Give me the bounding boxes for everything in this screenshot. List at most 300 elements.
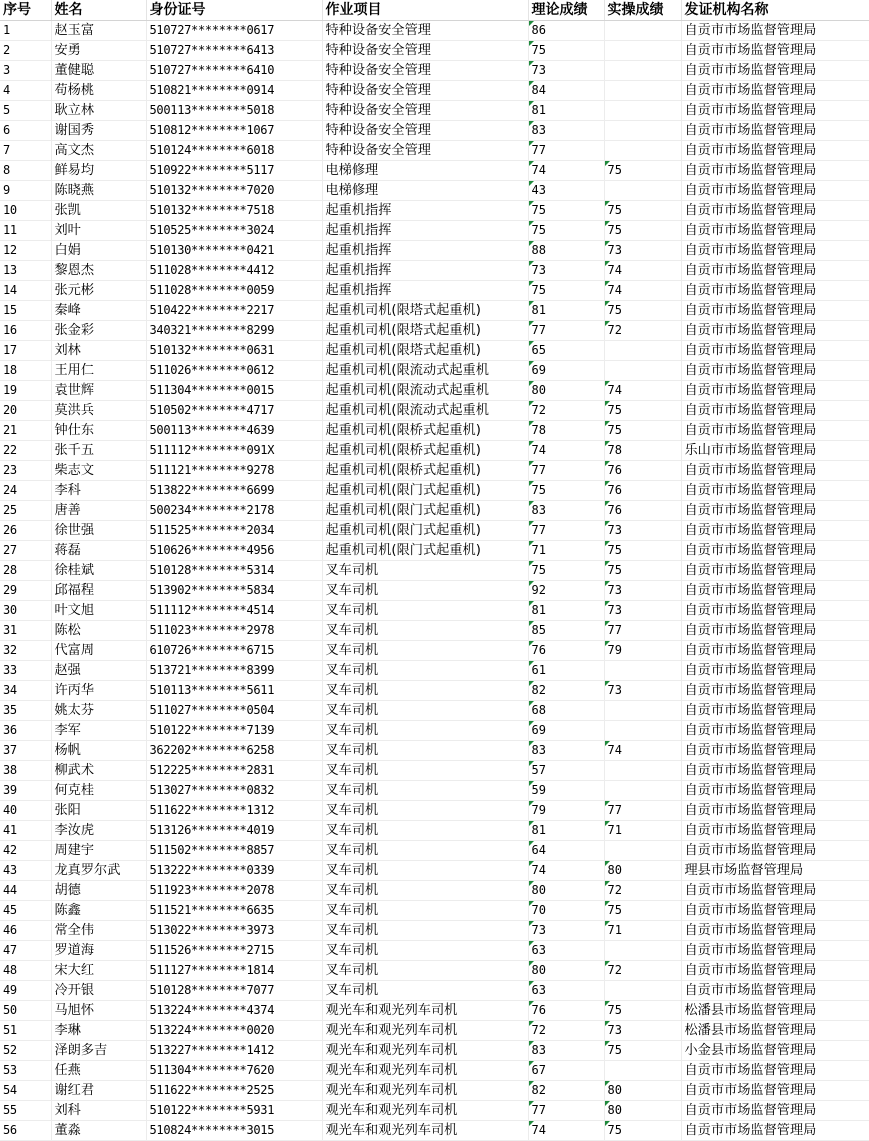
theory-score-cell[interactable]: 83 xyxy=(528,501,604,521)
theory-score-cell[interactable]: 80 xyxy=(528,381,604,401)
work-item-cell[interactable]: 起重机指挥 xyxy=(322,221,528,241)
id-number-cell[interactable]: 510132********0631 xyxy=(146,341,322,361)
issuing-authority-cell[interactable]: 自贡市市场监督管理局 xyxy=(681,801,869,821)
header-cell-name[interactable]: 姓名 xyxy=(51,0,146,21)
row-index-cell[interactable]: 3 xyxy=(0,61,51,81)
id-number-cell[interactable]: 513822********6699 xyxy=(146,481,322,501)
row-index-cell[interactable]: 34 xyxy=(0,681,51,701)
work-item-cell[interactable]: 特种设备安全管理 xyxy=(322,141,528,161)
id-number-cell[interactable]: 510130********0421 xyxy=(146,241,322,261)
theory-score-cell[interactable]: 69 xyxy=(528,721,604,741)
practical-score-cell[interactable] xyxy=(604,101,681,121)
issuing-authority-cell[interactable]: 自贡市市场监督管理局 xyxy=(681,1121,869,1141)
name-cell[interactable]: 陈晓燕 xyxy=(51,181,146,201)
row-index-cell[interactable]: 7 xyxy=(0,141,51,161)
name-cell[interactable]: 徐桂斌 xyxy=(51,561,146,581)
row-index-cell[interactable]: 29 xyxy=(0,581,51,601)
header-cell-theory-score[interactable]: 理论成绩 xyxy=(528,0,604,21)
id-number-cell[interactable]: 510824********3015 xyxy=(146,1121,322,1141)
row-index-cell[interactable]: 38 xyxy=(0,761,51,781)
id-number-cell[interactable]: 511112********091X xyxy=(146,441,322,461)
id-number-cell[interactable]: 513027********0832 xyxy=(146,781,322,801)
row-index-cell[interactable]: 48 xyxy=(0,961,51,981)
name-cell[interactable]: 董淼 xyxy=(51,1121,146,1141)
row-index-cell[interactable]: 43 xyxy=(0,861,51,881)
name-cell[interactable]: 刘林 xyxy=(51,341,146,361)
issuing-authority-cell[interactable]: 自贡市市场监督管理局 xyxy=(681,841,869,861)
practical-score-cell[interactable]: 72 xyxy=(604,961,681,981)
work-item-cell[interactable]: 观光车和观光列车司机 xyxy=(322,1021,528,1041)
id-number-cell[interactable]: 340321********8299 xyxy=(146,321,322,341)
id-number-cell[interactable]: 511127********1814 xyxy=(146,961,322,981)
id-number-cell[interactable]: 510626********4956 xyxy=(146,541,322,561)
practical-score-cell[interactable] xyxy=(604,121,681,141)
practical-score-cell[interactable]: 75 xyxy=(604,1001,681,1021)
id-number-cell[interactable]: 513721********8399 xyxy=(146,661,322,681)
name-cell[interactable]: 李军 xyxy=(51,721,146,741)
id-number-cell[interactable]: 510727********6410 xyxy=(146,61,322,81)
id-number-cell[interactable]: 510132********7518 xyxy=(146,201,322,221)
name-cell[interactable]: 杨帆 xyxy=(51,741,146,761)
row-index-cell[interactable]: 1 xyxy=(0,21,51,41)
row-index-cell[interactable]: 19 xyxy=(0,381,51,401)
name-cell[interactable]: 蒋磊 xyxy=(51,541,146,561)
practical-score-cell[interactable]: 74 xyxy=(604,741,681,761)
work-item-cell[interactable]: 叉车司机 xyxy=(322,601,528,621)
issuing-authority-cell[interactable]: 自贡市市场监督管理局 xyxy=(681,401,869,421)
name-cell[interactable]: 谢国秀 xyxy=(51,121,146,141)
header-cell-index[interactable]: 序号 xyxy=(0,0,51,21)
practical-score-cell[interactable]: 75 xyxy=(604,161,681,181)
theory-score-cell[interactable]: 74 xyxy=(528,161,604,181)
theory-score-cell[interactable]: 78 xyxy=(528,421,604,441)
id-number-cell[interactable]: 511521********6635 xyxy=(146,901,322,921)
theory-score-cell[interactable]: 67 xyxy=(528,1061,604,1081)
issuing-authority-cell[interactable]: 自贡市市场监督管理局 xyxy=(681,1101,869,1121)
issuing-authority-cell[interactable]: 自贡市市场监督管理局 xyxy=(681,721,869,741)
practical-score-cell[interactable]: 80 xyxy=(604,861,681,881)
work-item-cell[interactable]: 叉车司机 xyxy=(322,801,528,821)
id-number-cell[interactable]: 513022********3973 xyxy=(146,921,322,941)
practical-score-cell[interactable] xyxy=(604,61,681,81)
header-cell-practical-score[interactable]: 实操成绩 xyxy=(604,0,681,21)
issuing-authority-cell[interactable]: 乐山市市场监督管理局 xyxy=(681,441,869,461)
name-cell[interactable]: 唐善 xyxy=(51,501,146,521)
row-index-cell[interactable]: 17 xyxy=(0,341,51,361)
practical-score-cell[interactable]: 73 xyxy=(604,681,681,701)
row-index-cell[interactable]: 8 xyxy=(0,161,51,181)
name-cell[interactable]: 宋大红 xyxy=(51,961,146,981)
theory-score-cell[interactable]: 71 xyxy=(528,541,604,561)
work-item-cell[interactable]: 叉车司机 xyxy=(322,741,528,761)
header-cell-issuing-authority[interactable]: 发证机构名称 xyxy=(681,0,869,21)
practical-score-cell[interactable]: 80 xyxy=(604,1101,681,1121)
header-cell-id-number[interactable]: 身份证号 xyxy=(146,0,322,21)
id-number-cell[interactable]: 510525********3024 xyxy=(146,221,322,241)
theory-score-cell[interactable]: 75 xyxy=(528,41,604,61)
row-index-cell[interactable]: 47 xyxy=(0,941,51,961)
name-cell[interactable]: 鲜易均 xyxy=(51,161,146,181)
work-item-cell[interactable]: 起重机司机(限门式起重机) xyxy=(322,521,528,541)
practical-score-cell[interactable] xyxy=(604,341,681,361)
id-number-cell[interactable]: 500113********5018 xyxy=(146,101,322,121)
work-item-cell[interactable]: 起重机司机(限流动式起重机 xyxy=(322,361,528,381)
work-item-cell[interactable]: 观光车和观光列车司机 xyxy=(322,1061,528,1081)
row-index-cell[interactable]: 45 xyxy=(0,901,51,921)
name-cell[interactable]: 董健聪 xyxy=(51,61,146,81)
practical-score-cell[interactable]: 73 xyxy=(604,241,681,261)
work-item-cell[interactable]: 电梯修理 xyxy=(322,181,528,201)
practical-score-cell[interactable]: 79 xyxy=(604,641,681,661)
row-index-cell[interactable]: 42 xyxy=(0,841,51,861)
work-item-cell[interactable]: 特种设备安全管理 xyxy=(322,61,528,81)
work-item-cell[interactable]: 叉车司机 xyxy=(322,681,528,701)
practical-score-cell[interactable]: 75 xyxy=(604,221,681,241)
practical-score-cell[interactable]: 75 xyxy=(604,1041,681,1061)
issuing-authority-cell[interactable]: 自贡市市场监督管理局 xyxy=(681,661,869,681)
practical-score-cell[interactable] xyxy=(604,361,681,381)
practical-score-cell[interactable]: 75 xyxy=(604,421,681,441)
practical-score-cell[interactable] xyxy=(604,81,681,101)
work-item-cell[interactable]: 叉车司机 xyxy=(322,881,528,901)
practical-score-cell[interactable] xyxy=(604,721,681,741)
row-index-cell[interactable]: 20 xyxy=(0,401,51,421)
issuing-authority-cell[interactable]: 自贡市市场监督管理局 xyxy=(681,641,869,661)
id-number-cell[interactable]: 513902********5834 xyxy=(146,581,322,601)
name-cell[interactable]: 冷开银 xyxy=(51,981,146,1001)
issuing-authority-cell[interactable]: 自贡市市场监督管理局 xyxy=(681,681,869,701)
issuing-authority-cell[interactable]: 自贡市市场监督管理局 xyxy=(681,521,869,541)
row-index-cell[interactable]: 27 xyxy=(0,541,51,561)
name-cell[interactable]: 许丙华 xyxy=(51,681,146,701)
theory-score-cell[interactable]: 72 xyxy=(528,1021,604,1041)
theory-score-cell[interactable]: 73 xyxy=(528,61,604,81)
row-index-cell[interactable]: 4 xyxy=(0,81,51,101)
id-number-cell[interactable]: 511304********0015 xyxy=(146,381,322,401)
work-item-cell[interactable]: 起重机司机(限流动式起重机 xyxy=(322,401,528,421)
name-cell[interactable]: 马旭怀 xyxy=(51,1001,146,1021)
row-index-cell[interactable]: 37 xyxy=(0,741,51,761)
id-number-cell[interactable]: 511023********2978 xyxy=(146,621,322,641)
row-index-cell[interactable]: 49 xyxy=(0,981,51,1001)
issuing-authority-cell[interactable]: 自贡市市场监督管理局 xyxy=(681,901,869,921)
name-cell[interactable]: 常全伟 xyxy=(51,921,146,941)
name-cell[interactable]: 龙真罗尔武 xyxy=(51,861,146,881)
name-cell[interactable]: 邱福程 xyxy=(51,581,146,601)
work-item-cell[interactable]: 观光车和观光列车司机 xyxy=(322,1041,528,1061)
id-number-cell[interactable]: 513224********4374 xyxy=(146,1001,322,1021)
row-index-cell[interactable]: 56 xyxy=(0,1121,51,1141)
name-cell[interactable]: 苟杨桃 xyxy=(51,81,146,101)
work-item-cell[interactable]: 起重机指挥 xyxy=(322,281,528,301)
work-item-cell[interactable]: 起重机司机(限门式起重机) xyxy=(322,501,528,521)
name-cell[interactable]: 何克桂 xyxy=(51,781,146,801)
work-item-cell[interactable]: 起重机司机(限塔式起重机) xyxy=(322,341,528,361)
issuing-authority-cell[interactable]: 自贡市市场监督管理局 xyxy=(681,461,869,481)
practical-score-cell[interactable]: 75 xyxy=(604,901,681,921)
theory-score-cell[interactable]: 70 xyxy=(528,901,604,921)
row-index-cell[interactable]: 51 xyxy=(0,1021,51,1041)
work-item-cell[interactable]: 特种设备安全管理 xyxy=(322,101,528,121)
row-index-cell[interactable]: 22 xyxy=(0,441,51,461)
practical-score-cell[interactable]: 80 xyxy=(604,1081,681,1101)
row-index-cell[interactable]: 10 xyxy=(0,201,51,221)
work-item-cell[interactable]: 起重机司机(限桥式起重机) xyxy=(322,421,528,441)
theory-score-cell[interactable]: 74 xyxy=(528,441,604,461)
issuing-authority-cell[interactable]: 自贡市市场监督管理局 xyxy=(681,181,869,201)
theory-score-cell[interactable]: 75 xyxy=(528,561,604,581)
work-item-cell[interactable]: 叉车司机 xyxy=(322,841,528,861)
row-index-cell[interactable]: 33 xyxy=(0,661,51,681)
work-item-cell[interactable]: 特种设备安全管理 xyxy=(322,121,528,141)
work-item-cell[interactable]: 起重机司机(限塔式起重机) xyxy=(322,301,528,321)
work-item-cell[interactable]: 观光车和观光列车司机 xyxy=(322,1121,528,1141)
issuing-authority-cell[interactable]: 自贡市市场监督管理局 xyxy=(681,241,869,261)
practical-score-cell[interactable]: 72 xyxy=(604,321,681,341)
name-cell[interactable]: 周建宇 xyxy=(51,841,146,861)
id-number-cell[interactable]: 500234********2178 xyxy=(146,501,322,521)
practical-score-cell[interactable] xyxy=(604,761,681,781)
id-number-cell[interactable]: 511502********8857 xyxy=(146,841,322,861)
row-index-cell[interactable]: 11 xyxy=(0,221,51,241)
practical-score-cell[interactable]: 73 xyxy=(604,521,681,541)
practical-score-cell[interactable]: 73 xyxy=(604,601,681,621)
issuing-authority-cell[interactable]: 自贡市市场监督管理局 xyxy=(681,581,869,601)
issuing-authority-cell[interactable]: 自贡市市场监督管理局 xyxy=(681,121,869,141)
theory-score-cell[interactable]: 92 xyxy=(528,581,604,601)
practical-score-cell[interactable] xyxy=(604,981,681,1001)
practical-score-cell[interactable]: 71 xyxy=(604,921,681,941)
theory-score-cell[interactable]: 80 xyxy=(528,881,604,901)
practical-score-cell[interactable]: 73 xyxy=(604,1021,681,1041)
practical-score-cell[interactable]: 74 xyxy=(604,261,681,281)
issuing-authority-cell[interactable]: 自贡市市场监督管理局 xyxy=(681,481,869,501)
practical-score-cell[interactable] xyxy=(604,661,681,681)
issuing-authority-cell[interactable]: 自贡市市场监督管理局 xyxy=(681,261,869,281)
practical-score-cell[interactable]: 76 xyxy=(604,481,681,501)
row-index-cell[interactable]: 54 xyxy=(0,1081,51,1101)
practical-score-cell[interactable]: 73 xyxy=(604,581,681,601)
work-item-cell[interactable]: 叉车司机 xyxy=(322,781,528,801)
id-number-cell[interactable]: 510113********5611 xyxy=(146,681,322,701)
work-item-cell[interactable]: 观光车和观光列车司机 xyxy=(322,1081,528,1101)
id-number-cell[interactable]: 510122********5931 xyxy=(146,1101,322,1121)
work-item-cell[interactable]: 叉车司机 xyxy=(322,821,528,841)
name-cell[interactable]: 叶文旭 xyxy=(51,601,146,621)
row-index-cell[interactable]: 36 xyxy=(0,721,51,741)
theory-score-cell[interactable]: 77 xyxy=(528,461,604,481)
row-index-cell[interactable]: 44 xyxy=(0,881,51,901)
row-index-cell[interactable]: 6 xyxy=(0,121,51,141)
row-index-cell[interactable]: 13 xyxy=(0,261,51,281)
work-item-cell[interactable]: 叉车司机 xyxy=(322,921,528,941)
theory-score-cell[interactable]: 80 xyxy=(528,961,604,981)
id-number-cell[interactable]: 513227********1412 xyxy=(146,1041,322,1061)
practical-score-cell[interactable] xyxy=(604,141,681,161)
work-item-cell[interactable]: 叉车司机 xyxy=(322,981,528,1001)
theory-score-cell[interactable]: 81 xyxy=(528,601,604,621)
id-number-cell[interactable]: 511028********0059 xyxy=(146,281,322,301)
issuing-authority-cell[interactable]: 自贡市市场监督管理局 xyxy=(681,961,869,981)
id-number-cell[interactable]: 511027********0504 xyxy=(146,701,322,721)
work-item-cell[interactable]: 特种设备安全管理 xyxy=(322,41,528,61)
name-cell[interactable]: 徐世强 xyxy=(51,521,146,541)
name-cell[interactable]: 李琳 xyxy=(51,1021,146,1041)
row-index-cell[interactable]: 46 xyxy=(0,921,51,941)
theory-score-cell[interactable]: 83 xyxy=(528,121,604,141)
row-index-cell[interactable]: 21 xyxy=(0,421,51,441)
theory-score-cell[interactable]: 63 xyxy=(528,981,604,1001)
name-cell[interactable]: 黎恩杰 xyxy=(51,261,146,281)
theory-score-cell[interactable]: 88 xyxy=(528,241,604,261)
issuing-authority-cell[interactable]: 自贡市市场监督管理局 xyxy=(681,341,869,361)
work-item-cell[interactable]: 起重机司机(限流动式起重机 xyxy=(322,381,528,401)
work-item-cell[interactable]: 特种设备安全管理 xyxy=(322,81,528,101)
row-index-cell[interactable]: 2 xyxy=(0,41,51,61)
issuing-authority-cell[interactable]: 自贡市市场监督管理局 xyxy=(681,941,869,961)
issuing-authority-cell[interactable]: 自贡市市场监督管理局 xyxy=(681,821,869,841)
issuing-authority-cell[interactable]: 自贡市市场监督管理局 xyxy=(681,201,869,221)
id-number-cell[interactable]: 511304********7620 xyxy=(146,1061,322,1081)
id-number-cell[interactable]: 513126********4019 xyxy=(146,821,322,841)
work-item-cell[interactable]: 叉车司机 xyxy=(322,641,528,661)
issuing-authority-cell[interactable]: 自贡市市场监督管理局 xyxy=(681,321,869,341)
issuing-authority-cell[interactable]: 自贡市市场监督管理局 xyxy=(681,21,869,41)
theory-score-cell[interactable]: 75 xyxy=(528,281,604,301)
issuing-authority-cell[interactable]: 自贡市市场监督管理局 xyxy=(681,501,869,521)
theory-score-cell[interactable]: 75 xyxy=(528,481,604,501)
name-cell[interactable]: 陈鑫 xyxy=(51,901,146,921)
id-number-cell[interactable]: 510727********0617 xyxy=(146,21,322,41)
row-index-cell[interactable]: 30 xyxy=(0,601,51,621)
issuing-authority-cell[interactable]: 自贡市市场监督管理局 xyxy=(681,361,869,381)
theory-score-cell[interactable]: 75 xyxy=(528,201,604,221)
practical-score-cell[interactable] xyxy=(604,841,681,861)
work-item-cell[interactable]: 特种设备安全管理 xyxy=(322,21,528,41)
work-item-cell[interactable]: 叉车司机 xyxy=(322,941,528,961)
id-number-cell[interactable]: 510132********7020 xyxy=(146,181,322,201)
theory-score-cell[interactable]: 81 xyxy=(528,301,604,321)
name-cell[interactable]: 安勇 xyxy=(51,41,146,61)
practical-score-cell[interactable]: 72 xyxy=(604,881,681,901)
theory-score-cell[interactable]: 82 xyxy=(528,1081,604,1101)
id-number-cell[interactable]: 511112********4514 xyxy=(146,601,322,621)
theory-score-cell[interactable]: 65 xyxy=(528,341,604,361)
row-index-cell[interactable]: 55 xyxy=(0,1101,51,1121)
theory-score-cell[interactable]: 74 xyxy=(528,861,604,881)
theory-score-cell[interactable]: 68 xyxy=(528,701,604,721)
practical-score-cell[interactable] xyxy=(604,181,681,201)
work-item-cell[interactable]: 叉车司机 xyxy=(322,581,528,601)
issuing-authority-cell[interactable]: 自贡市市场监督管理局 xyxy=(681,981,869,1001)
name-cell[interactable]: 张凯 xyxy=(51,201,146,221)
issuing-authority-cell[interactable]: 自贡市市场监督管理局 xyxy=(681,161,869,181)
work-item-cell[interactable]: 电梯修理 xyxy=(322,161,528,181)
theory-score-cell[interactable]: 79 xyxy=(528,801,604,821)
practical-score-cell[interactable]: 75 xyxy=(604,541,681,561)
theory-score-cell[interactable]: 77 xyxy=(528,521,604,541)
work-item-cell[interactable]: 起重机指挥 xyxy=(322,201,528,221)
practical-score-cell[interactable] xyxy=(604,21,681,41)
id-number-cell[interactable]: 362202********6258 xyxy=(146,741,322,761)
id-number-cell[interactable]: 610726********6715 xyxy=(146,641,322,661)
issuing-authority-cell[interactable]: 自贡市市场监督管理局 xyxy=(681,621,869,641)
name-cell[interactable]: 白娟 xyxy=(51,241,146,261)
issuing-authority-cell[interactable]: 松潘县市场监督管理局 xyxy=(681,1001,869,1021)
id-number-cell[interactable]: 510422********2217 xyxy=(146,301,322,321)
issuing-authority-cell[interactable]: 自贡市市场监督管理局 xyxy=(681,561,869,581)
name-cell[interactable]: 赵强 xyxy=(51,661,146,681)
name-cell[interactable]: 王用仁 xyxy=(51,361,146,381)
issuing-authority-cell[interactable]: 自贡市市场监督管理局 xyxy=(681,281,869,301)
row-index-cell[interactable]: 24 xyxy=(0,481,51,501)
theory-score-cell[interactable]: 63 xyxy=(528,941,604,961)
name-cell[interactable]: 张阳 xyxy=(51,801,146,821)
id-number-cell[interactable]: 511526********2715 xyxy=(146,941,322,961)
theory-score-cell[interactable]: 72 xyxy=(528,401,604,421)
id-number-cell[interactable]: 511026********0612 xyxy=(146,361,322,381)
id-number-cell[interactable]: 510821********0914 xyxy=(146,81,322,101)
work-item-cell[interactable]: 叉车司机 xyxy=(322,561,528,581)
header-cell-work-item[interactable]: 作业项目 xyxy=(322,0,528,21)
id-number-cell[interactable]: 513224********0020 xyxy=(146,1021,322,1041)
issuing-authority-cell[interactable]: 自贡市市场监督管理局 xyxy=(681,701,869,721)
issuing-authority-cell[interactable]: 自贡市市场监督管理局 xyxy=(681,421,869,441)
row-index-cell[interactable]: 28 xyxy=(0,561,51,581)
practical-score-cell[interactable]: 75 xyxy=(604,301,681,321)
theory-score-cell[interactable]: 69 xyxy=(528,361,604,381)
practical-score-cell[interactable]: 76 xyxy=(604,461,681,481)
id-number-cell[interactable]: 510502********4717 xyxy=(146,401,322,421)
row-index-cell[interactable]: 23 xyxy=(0,461,51,481)
name-cell[interactable]: 姚太芬 xyxy=(51,701,146,721)
theory-score-cell[interactable]: 77 xyxy=(528,1101,604,1121)
practical-score-cell[interactable]: 75 xyxy=(604,1121,681,1141)
theory-score-cell[interactable]: 86 xyxy=(528,21,604,41)
row-index-cell[interactable]: 15 xyxy=(0,301,51,321)
row-index-cell[interactable]: 14 xyxy=(0,281,51,301)
name-cell[interactable]: 任燕 xyxy=(51,1061,146,1081)
name-cell[interactable]: 谢红君 xyxy=(51,1081,146,1101)
row-index-cell[interactable]: 18 xyxy=(0,361,51,381)
id-number-cell[interactable]: 513222********0339 xyxy=(146,861,322,881)
row-index-cell[interactable]: 53 xyxy=(0,1061,51,1081)
theory-score-cell[interactable]: 77 xyxy=(528,141,604,161)
practical-score-cell[interactable] xyxy=(604,701,681,721)
work-item-cell[interactable]: 起重机司机(限门式起重机) xyxy=(322,541,528,561)
name-cell[interactable]: 李汝虎 xyxy=(51,821,146,841)
issuing-authority-cell[interactable]: 自贡市市场监督管理局 xyxy=(681,601,869,621)
row-index-cell[interactable]: 31 xyxy=(0,621,51,641)
practical-score-cell[interactable]: 76 xyxy=(604,501,681,521)
name-cell[interactable]: 钟仕东 xyxy=(51,421,146,441)
theory-score-cell[interactable]: 83 xyxy=(528,1041,604,1061)
issuing-authority-cell[interactable]: 自贡市市场监督管理局 xyxy=(681,1081,869,1101)
issuing-authority-cell[interactable]: 自贡市市场监督管理局 xyxy=(681,541,869,561)
theory-score-cell[interactable]: 64 xyxy=(528,841,604,861)
practical-score-cell[interactable] xyxy=(604,781,681,801)
theory-score-cell[interactable]: 59 xyxy=(528,781,604,801)
name-cell[interactable]: 张千五 xyxy=(51,441,146,461)
issuing-authority-cell[interactable]: 自贡市市场监督管理局 xyxy=(681,761,869,781)
id-number-cell[interactable]: 510124********6018 xyxy=(146,141,322,161)
theory-score-cell[interactable]: 61 xyxy=(528,661,604,681)
practical-score-cell[interactable]: 74 xyxy=(604,381,681,401)
issuing-authority-cell[interactable]: 理县市场监督管理局 xyxy=(681,861,869,881)
name-cell[interactable]: 秦峰 xyxy=(51,301,146,321)
theory-score-cell[interactable]: 82 xyxy=(528,681,604,701)
name-cell[interactable]: 袁世辉 xyxy=(51,381,146,401)
